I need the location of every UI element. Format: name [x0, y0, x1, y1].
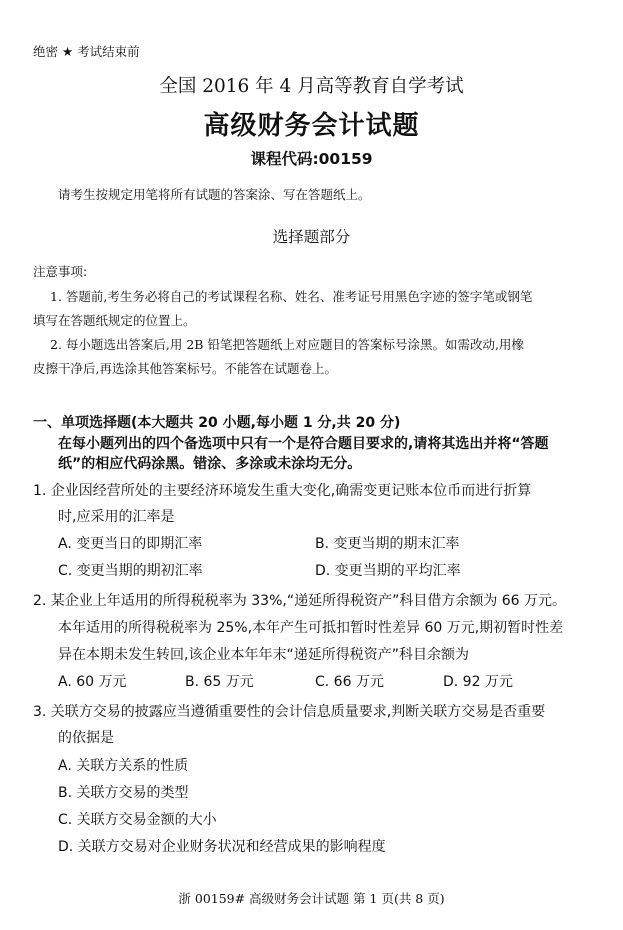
question-2-option-a: A. 60 万元 [58, 674, 127, 690]
question-2-line-1: 2. 某企业上年适用的所得税税率为 33%,“递延所得税资产”科目借方余额为 66 万元。 [33, 593, 567, 609]
question-2-line-2: 本年适用的所得税税率为 25%,本年产生可抵扣暂时性差异 60 万元,期初暂时性差 [58, 620, 564, 636]
question-1-option-d: D. 变更当期的平均汇率 [315, 563, 461, 579]
question-1-line-2: 时,应采用的汇率是 [58, 509, 175, 525]
question-3-line-2: 的依据是 [58, 730, 114, 746]
question-1-line-1: 1. 企业因经营所处的主要经济环境发生重大变化,确需变更记账本位币而进行折算 [33, 483, 532, 499]
question-2-line-3: 异在本期未发生转回,该企业本年年末“递延所得税资产”科目余额为 [58, 647, 469, 663]
question-3-option-a: A. 关联方关系的性质 [58, 758, 189, 774]
exam-name: 全国 2016 年 4 月高等教育自学考试 [159, 76, 464, 97]
question-3-line-1: 3. 关联方交易的披露应当遵循重要性的会计信息质量要求,判断关联方交易是否重要 [33, 704, 546, 720]
part-1-instruction-line-1: 在每小题列出的四个备选项中只有一个是符合题目要求的,请将其选出并将“答题 [58, 436, 549, 452]
question-3-option-d: D. 关联方交易对企业财务状况和经营成果的影响程度 [58, 839, 386, 855]
question-2-option-b: B. 65 万元 [185, 674, 254, 690]
question-3-option-b: B. 关联方交易的类型 [58, 785, 189, 801]
section-title: 选择题部分 [272, 228, 351, 246]
note-2-line-2: 皮擦干净后,再选涂其他答案标号。不能答在试题卷上。 [33, 361, 337, 376]
part-1-heading: 一、单项选择题(本大题共 20 小题,每小题 1 分,共 20 分) [33, 415, 401, 431]
note-1-line-2: 填写在答题纸规定的位置上。 [33, 313, 196, 328]
paper-title: 高级财务会计试题 [203, 111, 420, 141]
question-3-option-c: C. 关联方交易金额的大小 [58, 812, 217, 828]
question-1-option-a: A. 变更当日的即期汇率 [58, 536, 203, 552]
question-2-option-c: C. 66 万元 [315, 674, 384, 690]
notes-heading: 注意事项: [33, 264, 88, 279]
question-2-option-d: D. 92 万元 [443, 674, 513, 690]
page-footer: 浙 00159# 高级财务会计试题 第 1 页(共 8 页) [178, 891, 445, 906]
question-1-option-b: B. 变更当期的期末汇率 [315, 536, 460, 552]
note-1-line-1: 1. 答题前,考生务必将自己的考试课程名称、姓名、准考证号用黑色字迹的签字笔或钢笔 [50, 289, 533, 304]
answer-instruction: 请考生按规定用笔将所有试题的答案涂、写在答题纸上。 [58, 187, 371, 202]
note-2-line-1: 2. 每小题选出答案后,用 2B 铅笔把答题纸上对应题目的答案标号涂黑。如需改动,用橡 [50, 337, 524, 352]
course-code: 课程代码:00159 [250, 150, 373, 168]
confidential-label: 绝密 ★ 考试结束前 [33, 44, 140, 59]
part-1-instruction-line-2: 纸”的相应代码涂黑。错涂、多涂或未涂均无分。 [58, 456, 362, 472]
question-1-option-c: C. 变更当期的期初汇率 [58, 563, 203, 579]
